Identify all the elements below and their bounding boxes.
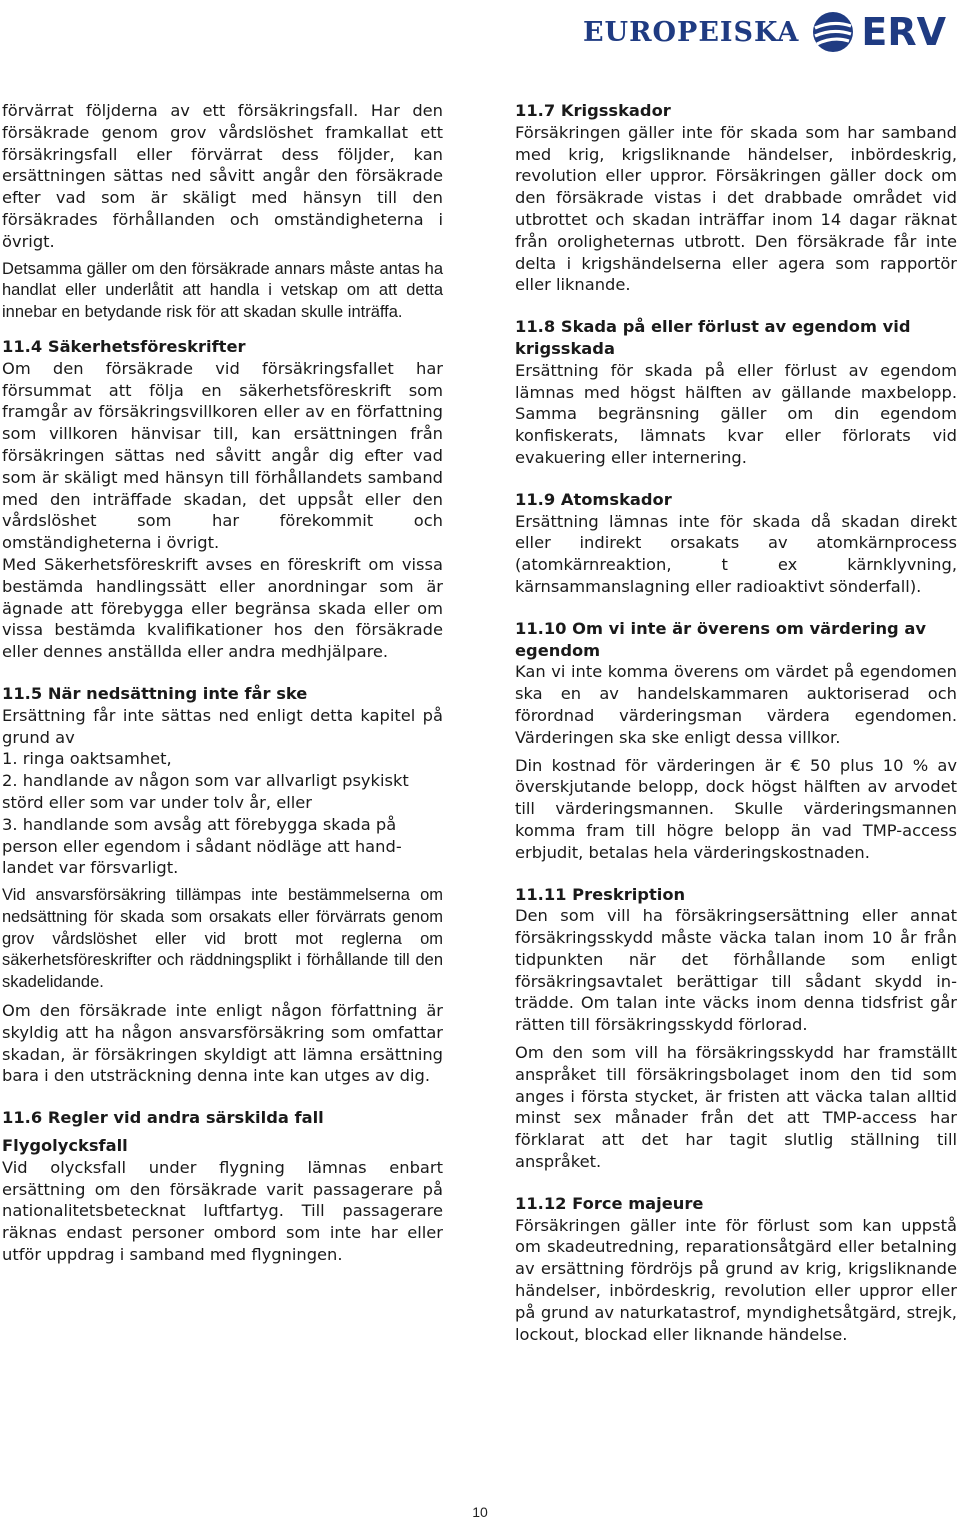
- subsection-heading: Flygolycksfall: [2, 1136, 128, 1156]
- section-heading-11-6: 11.6 Regler vid andra särskilda fall: [2, 1108, 324, 1128]
- page-number: 10: [472, 1504, 488, 1520]
- paragraph: Din kostnad för värderingen är € 50 plus 10 % av överskjutande belopp, dock högst hälften av arvodet till värderingsmannen. Skulle värderingsmannen komma fram till högre belopp än vad TMP-access erbjudit, betalas hela värderingskostnaden.: [515, 755, 957, 862]
- section-heading-11-4: 11.4 Säkerhetsföreskrifter: [2, 336, 246, 356]
- company-logo: [583, 4, 946, 60]
- section-heading-11-10: 11.10 Om vi inte är överens om värdering av egendom: [515, 618, 926, 660]
- left-column: [2, 100, 443, 1266]
- logo-text-europeiska: EUROPEISKA: [582, 16, 800, 48]
- paragraph: Vid olycksfall under flygning lämnas enbart ersättning om den försäkrade varit passagerare på nationalitetsbetecknat luftfartyg. Till passagerare räknas endast personer ombord som inte har eller utför uppdrag i samband med flygningen.: [2, 1157, 443, 1265]
- paragraph: Ersättning får inte sättas ned enligt detta kapitel på grund av: [2, 705, 443, 747]
- section-heading-11-7: 11.7 Krigsskador: [515, 101, 671, 120]
- paragraph: Om den som vill ha försäkringsskydd har framställt anspråket till försäkringsbolaget inom den tid som anges i första stycket, är fristen att väcka talan alltid minst sex månader från det att TMP-access har förklarat att det har tagit slutlig ställning till anspråket.: [515, 1043, 957, 1172]
- paragraph: Vid ansvarsförsäkring tillämpas inte bestämmelserna om nedsättning för skada som orsakats eller förvärrats genom grov vårdslöshet eller vid brott mot reglerna om säkerhetsföreskrifter och räddningsplikt i förhållande till den skadelidande.: [2, 886, 443, 992]
- paragraph: Den som vill ha försäkringsersättning eller annat försäkringsskydd måste väcka talan inom 10 år från tidpunkten när det förhållande som enligt försäkringsavtalet berättigar till sådant skydd inträdde. Om talan inte väcks inom denna tidsfrist går rätten till försäkringsskydd förlorad.: [515, 906, 957, 1035]
- right-column: [515, 100, 957, 1345]
- globe-logo-icon: [811, 10, 855, 54]
- exception-list: [2, 748, 443, 879]
- section-heading-11-12: 11.12 Force majeure: [515, 1193, 704, 1213]
- paragraph: förvärrat följderna av ett försäkringsfall. Har den försäkrade genom grov vårdslöshet framkallat ett försäkringsfall eller förvärrat dess följder, kan ersättningen sättas ned såvitt angår den försäkrade efter vad som är skäligt med hänsyn till den försäkrades förhållanden och omständigheterna i övrigt.: [2, 101, 443, 251]
- list-item: 1. ringa oaktsamhet,: [2, 749, 172, 769]
- paragraph: Kan vi inte komma överens om värdet på egendomen ska en av handelskammaren auktoriserad och förordnad värderingsman värdera egendomen. Värderingen ska ske enligt dessa villkor.: [515, 662, 957, 747]
- section-heading-11-8: 11.8 Skada på eller förlust av egendom vid krigsskada: [515, 317, 911, 358]
- paragraph: Om den försäkrade vid försäkringsfallet har försummat att följa en säkerhetsföreskrift som framgår av försäkringsvillkoren eller av en författning som villkoren hänvisar till, kan ersättningen från försäkringen sättas ned såvitt angår dig efter vad som är skäligt med hänsyn till förhållandets samband med den inträffade skadan, det uppsåt eller den vårdslöshet som har förekommit och omständigheterna i övrigt.: [2, 358, 443, 553]
- list-item: 2. handlande av någon som var allvarligt psykiskt störd eller som var under tolv år, eller: [2, 771, 409, 812]
- section-heading-11-9: 11.9 Atomskador: [515, 489, 672, 509]
- paragraph: Detsamma gäller om den försäkrade annars måste antas ha handlat eller underlåtit att handla i vetskap om att detta innebar en betydande risk för att skadan skulle inträffa.: [2, 259, 443, 322]
- paragraph: Ersättning lämnas inte för skada då skadan direkt eller indirekt orsakats av atomkärnprocess (atomkärnreaktion, t ex kärnklyvning, kärnsammanslagning eller radioaktivt sönderfall).: [515, 511, 957, 596]
- paragraph: Försäkringen gäller inte för förlust som kan uppstå om skadeutredning, reparationsåtgärd eller betalning av ersättning fördröjs på grund av krig, krigsliknande händelser, inbördeskrig, revolution eller uppror eller på grund av naturkatastrof, myndighetsåtgärd, strejk, lockout, blockad eller liknande händelse.: [515, 1215, 957, 1344]
- paragraph: Med Säkerhetsföreskrift avses en föreskrift om vissa bestämda handlingssätt eller anordningar som är ägnade att förebygga eller begränsa skada eller om vissa bestämda kvalifikationer hos den försäkrade eller dennes anställda eller andra medhjälpare.: [2, 554, 443, 662]
- paragraph: Ersättning för skada på eller förlust av egendom lämnas med högst hälften av gällande maxbelopp. Samma begränsning gäller om din egendom konfiskerats, lämnats kvar eller förlorats vid evakuering eller internering.: [515, 360, 957, 467]
- section-heading-11-5: 11.5 När nedsättning inte får ske: [2, 683, 308, 703]
- paragraph: Om den försäkrade inte enligt någon författning är skyldig att ha någon ansvarsförsäkring som omfattar skadan, är försäkringen skyldigt att lämna ersättning bara i den utsträckning denna inte kan utges av dig.: [2, 1001, 443, 1086]
- logo-text-erv: ERV: [861, 10, 946, 54]
- list-item: 3. handlande som avsåg att förebygga skada på person eller egendom i sådant nödläge att handlandet var försvarligt.: [2, 814, 402, 878]
- paragraph: Försäkringen gäller inte för skada som har samband med krig, krigsliknande händelser, inbördeskrig, revolution eller uppror. Försäkringen gäller dock om den försäkrade vistas i det drabbade området vid utbrottet och skadan inträffar inom 14 dagar räknat från oroligheternas utbrott. Den försäkrade får inte delta i krigshändelserna eller agera som rapportör eller liknande.: [515, 122, 957, 295]
- section-heading-11-11: 11.11 Preskription: [515, 884, 686, 904]
